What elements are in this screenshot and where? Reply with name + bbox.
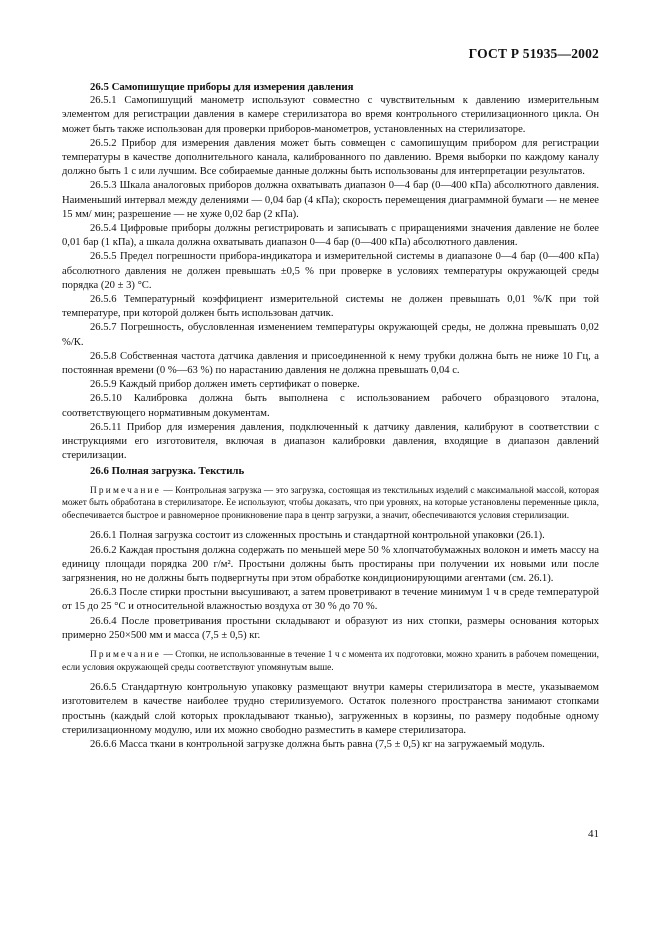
note-26-6 [62, 485, 599, 523]
page-number: 41 [588, 828, 599, 840]
note-text: — Контрольная загрузка — это загрузка, состоящая из текстильных изделий с максимальной массой, которая может быть обработана в стерилизаторе. Ее используют, чтобы доказать, что при уровнях, на которые установлены переменные цикла, обеспечивается быстрое и равномерное проникновение пара в центр загрузки, а значит, обеспечиваются условия стерилизации. [62, 485, 599, 521]
paragraph-26-6-2: 26.6.2 Каждая простыня должна содержать по меньшей мере 50 % хлопчатобумажных волокон и иметь массу на единицу площади порядка 200 г/м². Простыни должны быть простираны при получении их новыми или после загрязнения, но не должны быть подвергнуты при этом обработке кондиционирующими агентами (см. 26.1). [62, 544, 599, 585]
paragraph-26-5-8: 26.5.8 Собственная частота датчика давления и присоединенной к нему трубки должна быть не ниже 10 Гц, а постоянная времени (0 %—63 %) по нарастанию давления не должна превышать 0,04 с. [62, 350, 599, 377]
note-text: — Стопки, не использованные в течение 1 ч с момента их подготовки, можно хранить в рабочем помещении, если условия окружающей среды соответствуют упомянутым выше. [62, 650, 599, 673]
note-label: Примечание [90, 485, 161, 496]
paragraph-26-5-4: 26.5.4 Цифровые приборы должны регистрировать и записывать с приращениями значения давление не более 0,01 бар (1 кПа), а шкала должна охватывать диапазон 0—4 бар (0—400 кПа) абсолютного давления. [62, 223, 599, 249]
section-heading-26-6: 26.6 Полная загрузка. Текстиль [90, 465, 245, 478]
paragraph-26-6-1: 26.6.1 Полная загрузка состоит из сложенных простынь и стандартной контрольной упаковки (26.1). [90, 530, 545, 542]
paragraph-26-5-7: 26.5.7 Погрешность, обусловленная изменением температуры окружающей среды, не должна превышать 0,02 %/К. [62, 322, 599, 348]
paragraph-26-5-3: 26.5.3 Шкала аналоговых приборов должна охватывать диапазон 0—4 бар (0—400 кПа) абсолютного давления. Наименьший интервал между делениями — 0,04 бар (4 кПа); скорость перемещения диаграммной бумаги — не менее 15 мм/ мин; разрешение — не хуже 0,02 бар (2 кПа). [62, 180, 599, 220]
paragraph-26-6-5: 26.6.5 Стандартную контрольную упаковку размещают внутри камеры стерилизатора в месте, указываемом изготовителем в качестве наиболее трудно стерилизуемого. Остаток полезного пространства занимают стопками простынь (каждый слой которых прокладывают тканью), загруженных в корзины, по размеру подобные одному стерилизационному модулю, или их можно свободно разместить в камере стерилизатора. [62, 682, 599, 736]
paragraph-26-5-5: 26.5.5 Предел погрешности прибора-индикатора и измерительной системы в диапазоне 0—4 бар (0—400 кПа) абсолютного давления не должен превышать ±0,5 % при проверке в условиях температуры окружающей среды порядка (20 ± 3) °С. [62, 251, 599, 291]
section-heading-26-5: 26.5 Самопишущие приборы для измерения давления [90, 81, 354, 93]
paragraph-26-5-9: 26.5.9 Каждый прибор должен иметь сертификат о поверке. [90, 379, 360, 391]
paragraph-26-5-11: 26.5.11 Прибор для измерения давления, подключенный к датчику давления, калибруют в соответствии с инструкциями его изготовителя, включая в диапазон калибровки давления, входящие в диапазон давлений стерилизации. [62, 421, 599, 462]
paragraph-26-6-4: 26.6.4 После проветривания простыни складывают и образуют из них стопки, размеры основания которых примерно 250×500 мм и масса (7,5 ± 0,5) кг. [62, 615, 599, 641]
paragraph-26-5-2: 26.5.2 Прибор для измерения давления может быть совмещен с самопишущим прибором для регистрации температуры в качестве дополнительного канала, калиброванного по давлению. Время выборки по каждому каналу должно быть 1 с или лучшим. Все собираемые данные должны быть использованы для интерпретации результатов. [62, 137, 599, 178]
note-label: Примечание [90, 650, 161, 661]
paragraph-26-6-6: 26.6.6 Масса ткани в контрольной загрузке должна быть равна (7,5 ± 0,5) кг на загружаемый модуль. [90, 739, 545, 751]
paragraph-26-6-3: 26.6.3 После стирки простыни высушивают, а затем проветривают в течение минимум 1 ч в среде температурой от 15 до 25 °С и относительной влажностью воздуха от 30 % до 70 %. [62, 587, 599, 613]
note-26-6-4 [62, 649, 599, 674]
paragraph-26-5-6: 26.5.6 Температурный коэффициент измерительной системы не должен превышать 0,01 %/К при той температуре, при которой должен быть использован датчик. [62, 294, 599, 320]
paragraph-26-5-10: 26.5.10 Калибровка должна быть выполнена с использованием рабочего образцового эталона, соответствующего нормативным документам. [62, 393, 599, 419]
document-code: ГОСТ Р 51935—2002 [468, 46, 599, 61]
paragraph-26-5-1: 26.5.1 Самопишущий манометр используют совместно с чувствительным к давлению измерительным элементом для регистрации давления в камере стерилизатора во время контрольного стерилизационного цикла. Он может быть также использован для проверки приборов-манометров, установленных на стерилизаторе. [62, 95, 599, 135]
page-body [62, 80, 599, 752]
